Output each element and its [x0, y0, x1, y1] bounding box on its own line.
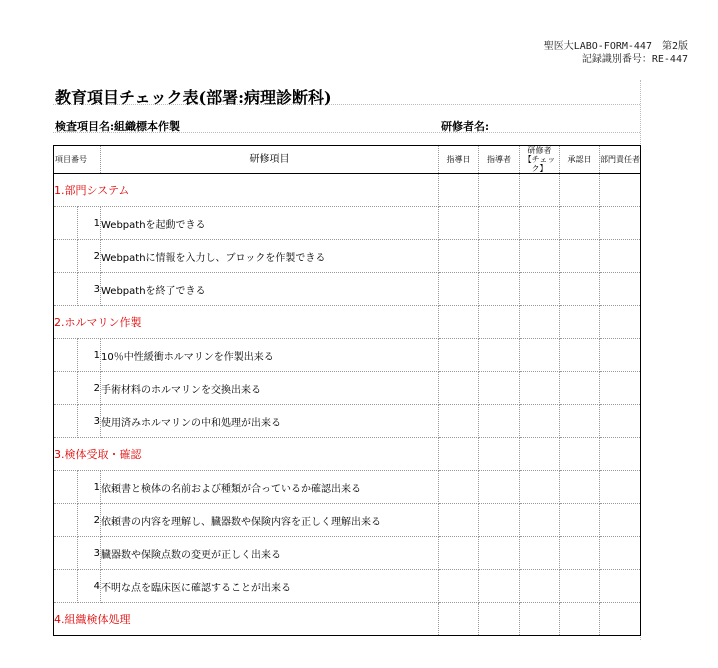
check-cell[interactable] [520, 372, 560, 405]
item-number: 3 [78, 405, 101, 438]
form-header [544, 40, 688, 66]
check-cell[interactable] [439, 339, 479, 372]
check-cell[interactable] [439, 504, 479, 537]
check-cell[interactable] [439, 240, 479, 273]
check-cell[interactable] [520, 207, 560, 240]
item-text: 使用済みホルマリンの中和処理が出来る [101, 405, 439, 438]
check-cell[interactable] [479, 306, 520, 339]
exam-item-label: 検査項目名:組織標本作製 [55, 120, 181, 133]
check-cell[interactable] [439, 471, 479, 504]
col-header-instructor: 指導者 [479, 146, 520, 174]
check-cell[interactable] [479, 438, 520, 471]
indent-cell [54, 537, 78, 570]
check-cell[interactable] [479, 603, 520, 636]
item-text: 10％中性緩衝ホルマリンを作製出来る [101, 339, 439, 372]
section-title: 3.検体受取・確認 [54, 438, 439, 471]
check-cell[interactable] [479, 570, 520, 603]
indent-cell [54, 339, 78, 372]
check-cell[interactable] [520, 603, 560, 636]
check-cell[interactable] [520, 273, 560, 306]
check-cell[interactable] [600, 504, 641, 537]
item-row [54, 570, 641, 603]
indent-cell [54, 405, 78, 438]
item-number: 1 [78, 339, 101, 372]
check-cell[interactable] [439, 372, 479, 405]
check-cell[interactable] [520, 339, 560, 372]
indent-cell [54, 372, 78, 405]
item-row [54, 339, 641, 372]
check-cell[interactable] [479, 240, 520, 273]
check-cell[interactable] [439, 306, 479, 339]
item-text: 依頼書の内容を理解し、臓器数や保険内容を正しく理解出来る [101, 504, 439, 537]
col-header-approve-date: 承認日 [560, 146, 600, 174]
check-cell[interactable] [479, 471, 520, 504]
check-cell[interactable] [479, 273, 520, 306]
item-row [54, 537, 641, 570]
check-cell[interactable] [560, 438, 600, 471]
check-cell[interactable] [600, 372, 641, 405]
item-row [54, 273, 641, 306]
check-cell[interactable] [439, 207, 479, 240]
check-cell[interactable] [479, 339, 520, 372]
item-number: 2 [78, 504, 101, 537]
item-text: 不明な点を臨床医に確認することが出来る [101, 570, 439, 603]
indent-cell [54, 504, 78, 537]
section-row [54, 174, 641, 207]
check-cell[interactable] [560, 339, 600, 372]
item-row [54, 504, 641, 537]
check-cell[interactable] [600, 537, 641, 570]
item-number: 1 [78, 471, 101, 504]
check-cell[interactable] [439, 273, 479, 306]
check-cell[interactable] [560, 471, 600, 504]
check-cell[interactable] [520, 504, 560, 537]
item-text: Webpathに情報を入力し、ブロックを作製できる [101, 240, 439, 273]
check-cell[interactable] [520, 405, 560, 438]
check-cell[interactable] [600, 273, 641, 306]
check-cell[interactable] [439, 570, 479, 603]
check-cell[interactable] [479, 504, 520, 537]
section-row [54, 603, 641, 636]
check-cell[interactable] [600, 207, 641, 240]
col-header-code: 項目番号 [54, 146, 101, 174]
check-cell[interactable] [560, 570, 600, 603]
check-cell[interactable] [520, 570, 560, 603]
item-number: 1 [78, 207, 101, 240]
form-id: 聖医大LABO-FORM-447 第2版 [543, 41, 688, 52]
check-cell[interactable] [520, 537, 560, 570]
checklist-table [53, 145, 641, 636]
item-text: 手術材料のホルマリンを交換出来る [101, 372, 439, 405]
check-cell[interactable] [600, 438, 641, 471]
item-number: 2 [78, 240, 101, 273]
section-title: 4.組織検体処理 [54, 603, 439, 636]
section-title: 1.部門システム [54, 174, 439, 207]
section-row [54, 306, 641, 339]
check-cell[interactable] [439, 603, 479, 636]
check-cell[interactable] [479, 174, 520, 207]
indent-cell [54, 240, 78, 273]
check-cell[interactable] [479, 207, 520, 240]
check-cell[interactable] [600, 471, 641, 504]
header-row [54, 146, 641, 174]
item-number: 3 [78, 537, 101, 570]
item-row [54, 471, 641, 504]
check-cell[interactable] [600, 405, 641, 438]
check-cell[interactable] [520, 438, 560, 471]
check-cell[interactable] [560, 306, 600, 339]
item-row [54, 372, 641, 405]
item-row [54, 405, 641, 438]
check-cell[interactable] [560, 273, 600, 306]
check-cell[interactable] [479, 405, 520, 438]
check-cell[interactable] [600, 570, 641, 603]
check-cell[interactable] [600, 339, 641, 372]
indent-cell [54, 471, 78, 504]
item-row [54, 240, 641, 273]
section-row [54, 438, 641, 471]
item-text: 臓器数や保険点数の変更が正しく出来る [101, 537, 439, 570]
check-cell[interactable] [560, 240, 600, 273]
item-text: Webpathを終了できる [101, 273, 439, 306]
check-cell[interactable] [439, 537, 479, 570]
check-cell[interactable] [520, 471, 560, 504]
check-cell[interactable] [600, 240, 641, 273]
check-cell[interactable] [439, 438, 479, 471]
check-cell[interactable] [439, 174, 479, 207]
page-title: 教育項目チェック表(部署:病理診断科) [55, 88, 332, 107]
check-cell[interactable] [600, 603, 641, 636]
check-cell[interactable] [560, 207, 600, 240]
check-cell[interactable] [560, 504, 600, 537]
check-cell[interactable] [479, 537, 520, 570]
check-cell[interactable] [520, 306, 560, 339]
check-cell[interactable] [439, 405, 479, 438]
item-row [54, 207, 641, 240]
indent-cell [54, 207, 78, 240]
col-header-dept-head: 部門責任者 [600, 146, 641, 174]
check-cell[interactable] [520, 240, 560, 273]
check-cell[interactable] [560, 372, 600, 405]
check-cell[interactable] [560, 174, 600, 207]
indent-cell [54, 570, 78, 603]
item-text: 依頼書と検体の名前および種類が合っているか確認出来る [101, 471, 439, 504]
check-cell[interactable] [560, 603, 600, 636]
col-header-item: 研修項目 [101, 146, 439, 174]
check-cell[interactable] [600, 306, 641, 339]
item-number: 3 [78, 273, 101, 306]
item-number: 2 [78, 372, 101, 405]
check-cell[interactable] [600, 174, 641, 207]
indent-cell [54, 273, 78, 306]
item-text: Webpathを起動できる [101, 207, 439, 240]
check-cell[interactable] [560, 537, 600, 570]
section-title: 2.ホルマリン作製 [54, 306, 439, 339]
record-id: 記録識別番号：RE-447 [581, 54, 688, 65]
col-header-trainee-check: 研修者【チェック】 [520, 146, 560, 174]
col-header-instruct-date: 指導日 [439, 146, 479, 174]
item-number: 4 [78, 570, 101, 603]
trainee-name-label: 研修者名: [441, 120, 490, 133]
check-cell[interactable] [560, 405, 600, 438]
check-cell[interactable] [479, 372, 520, 405]
check-cell[interactable] [520, 174, 560, 207]
